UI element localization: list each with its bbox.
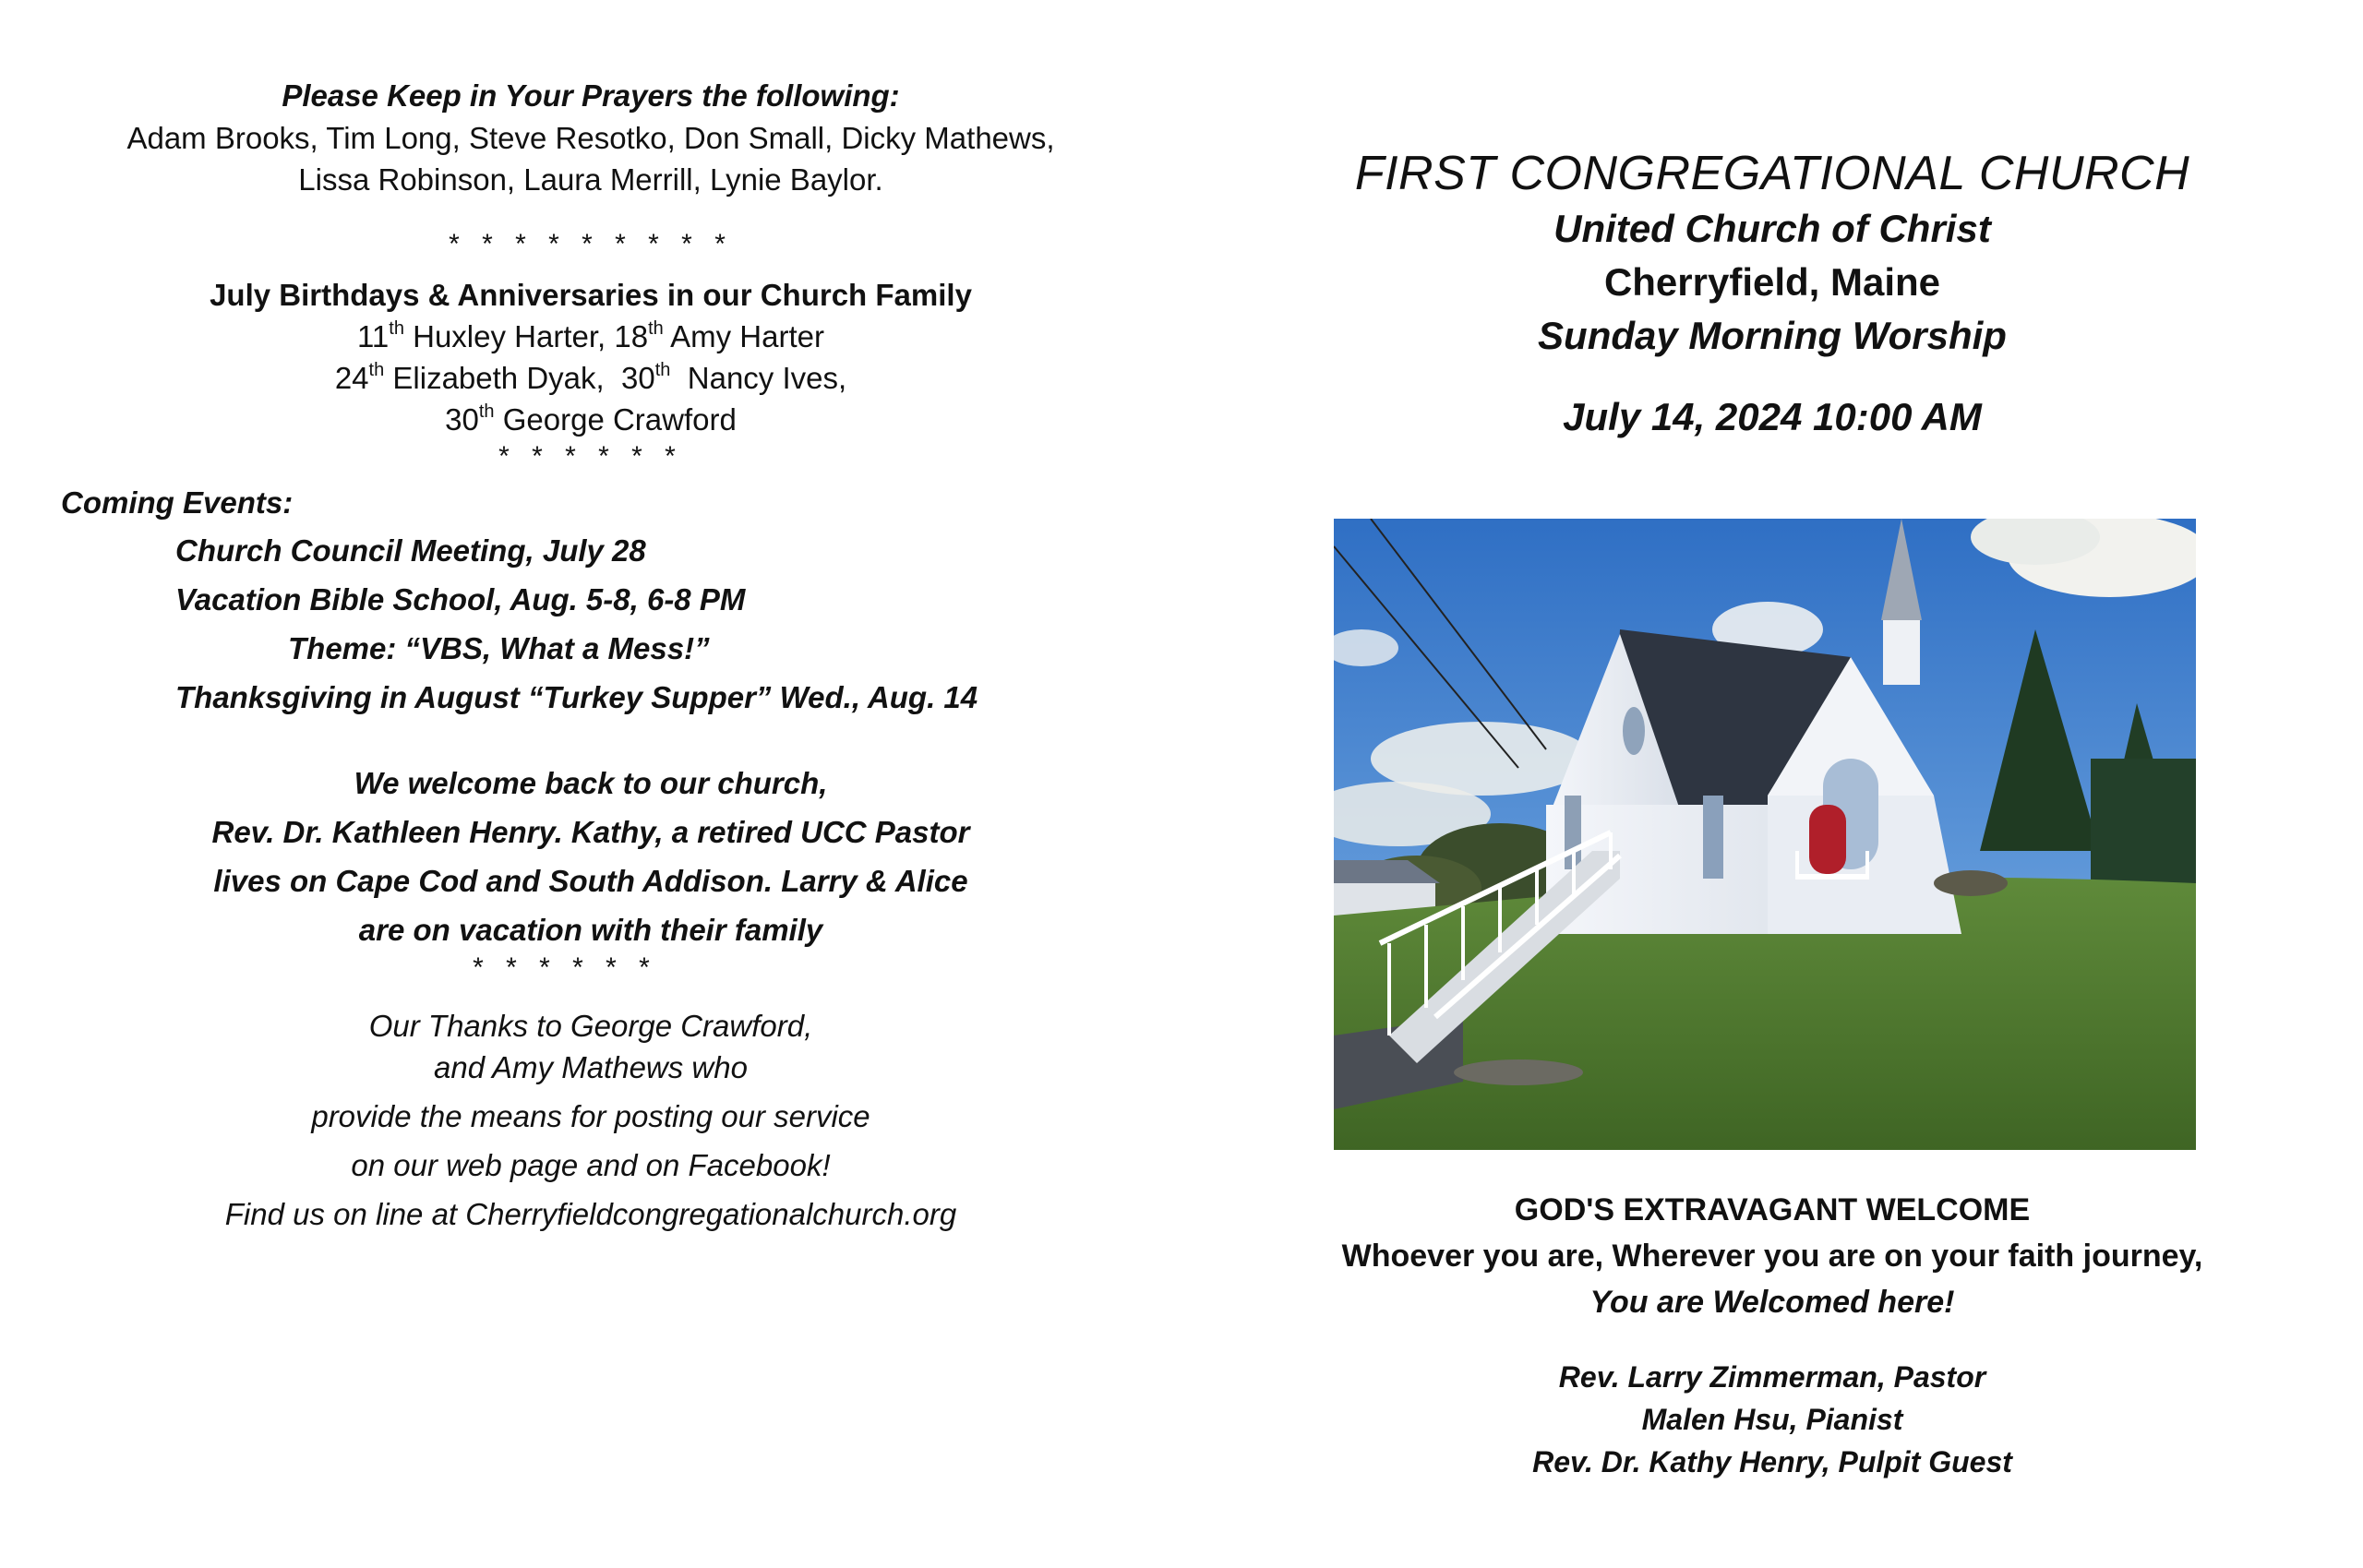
church-name: FIRST CONGREGATIONAL CHURCH [1354,147,2190,200]
separator-stars-1: * * * * * * * * * [449,229,733,259]
birthday-day: 30 [621,361,655,395]
thanks-line: Our Thanks to George Crawford, [368,1009,813,1043]
thanks-line: provide the means for posting our service [311,1099,870,1133]
birthdays-line-2 [0,358,1182,399]
location: Cherryfield, Maine [1603,260,1941,304]
birthday-name: George Crawford [494,402,737,437]
birthdays-heading: July Birthdays & Anniversaries in our Church Family [210,278,972,312]
thanks-line: and Amy Mathews who [434,1050,748,1084]
prayers-heading: Please Keep in Your Prayers the following: [282,78,900,113]
birthday-suffix: th [648,318,664,339]
birthdays-line-3 [0,400,1182,440]
event-item: Vacation Bible School, Aug. 5-8, 6-8 PM [175,582,746,616]
welcome-heading: GOD'S EXTRAVAGANT WELCOME [1514,1192,2031,1227]
birthday-suffix: th [478,401,495,422]
welcome-statement: Whoever you are, Wherever you are on your faith journey, [1341,1239,2203,1274]
birthday-day: 18 [614,319,649,353]
event-item: Theme: “VBS, What a Mess!” [288,631,710,665]
birthday-day: 30 [445,402,479,437]
welcome-tagline: You are Welcomed here! [1589,1285,1955,1320]
date-time: July 14, 2024 10:00 AM [1563,395,1982,438]
birthday-day: 11 [357,319,390,353]
birthday-suffix: th [389,318,404,339]
birthday-suffix: th [654,360,671,380]
prayers-names-line-2: Lissa Robinson, Laura Merrill, Lynie Baylor. [298,162,883,197]
thanks-line: on our web page and on Facebook! [351,1148,831,1182]
birthdays-line-1 [0,317,1182,357]
welcome-line: lives on Cape Cod and South Addison. Larry & Alice [213,864,968,898]
website-line: Find us on line at Cherryfieldcongregationalchurch.org [224,1197,957,1231]
birthday-suffix: th [368,360,385,380]
welcome-line: Rev. Dr. Kathleen Henry. Kathy, a retired UCC Pastor [211,815,970,849]
staff-pianist: Malen Hsu, Pianist [1641,1403,1903,1436]
events-heading: Coming Events: [61,485,294,520]
birthday-name: Huxley Harter, [403,319,615,353]
right-page [1182,0,2363,1568]
event-item: Thanksgiving in August “Turkey Supper” Wed., Aug. 14 [175,680,978,714]
welcome-line: We welcome back to our church, [354,766,828,800]
welcome-line: are on vacation with their family [358,913,823,947]
prayers-names-line-1: Adam Brooks, Tim Long, Steve Resotko, Don Small, Dicky Mathews, [126,121,1055,155]
service-name: Sunday Morning Worship [1538,314,2007,357]
denomination: United Church of Christ [1553,207,1991,250]
church-photo [1334,519,2196,1150]
birthday-day: 24 [334,361,369,395]
staff-pastor: Rev. Larry Zimmerman, Pastor [1558,1360,1986,1394]
event-item: Church Council Meeting, July 28 [175,533,646,568]
birthday-name: Elizabeth Dyak, [384,361,622,395]
birthday-name: Amy Harter [663,319,824,353]
separator-stars-3: * * * * * * [473,952,657,983]
staff-pulpit-guest: Rev. Dr. Kathy Henry, Pulpit Guest [1532,1445,2012,1478]
birthday-name: Nancy Ives, [670,361,847,395]
separator-stars-2: * * * * * * [498,441,683,472]
